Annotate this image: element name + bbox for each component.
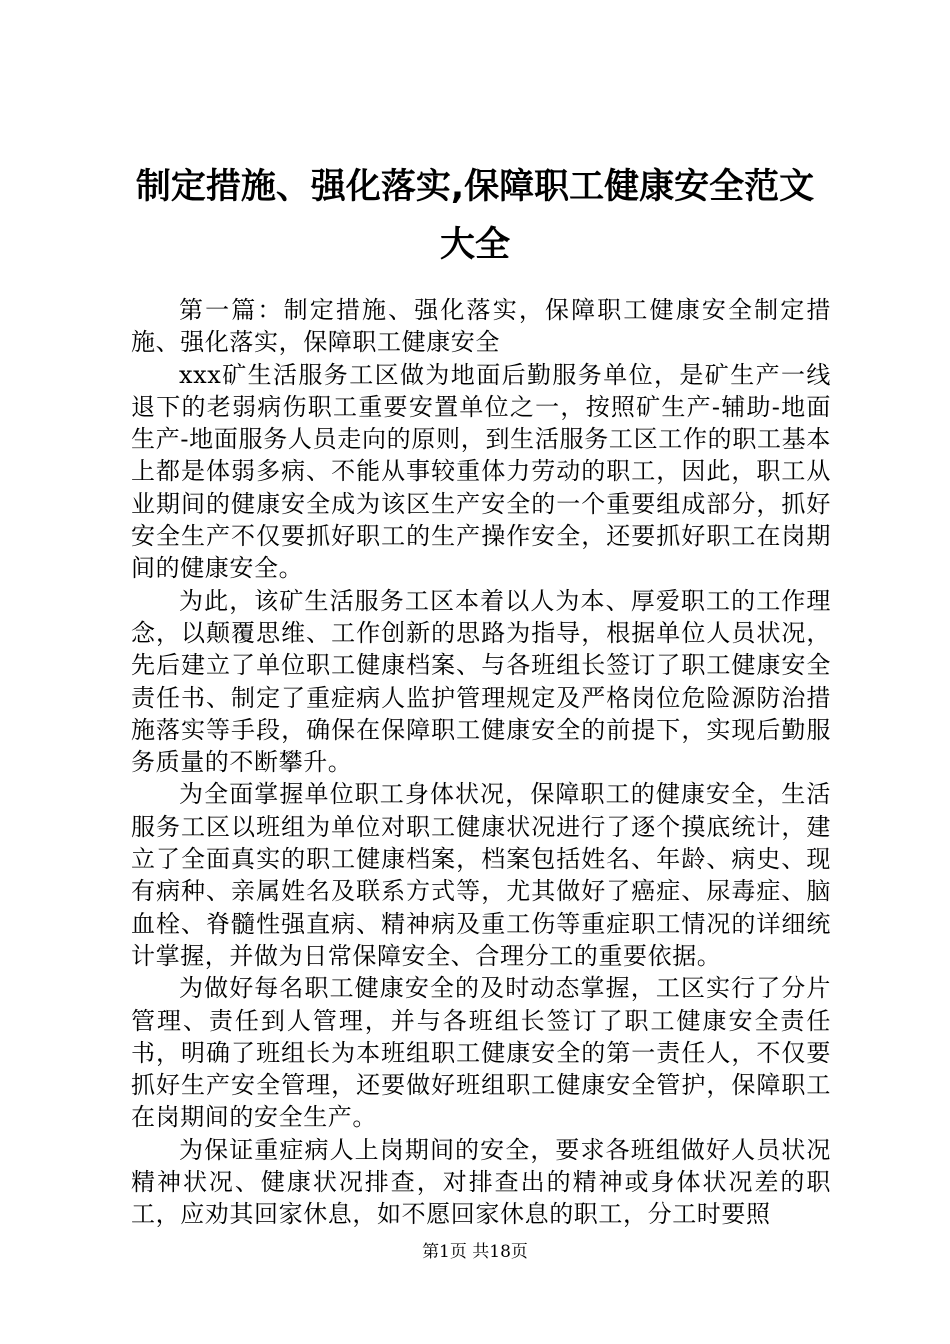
document-title: 制定措施、强化落实,保障职工健康安全范文大全 xyxy=(135,167,815,265)
paragraph-1: 第一篇：制定措施、强化落实，保障职工健康安全制定措施、强化落实，保障职工健康安全 xyxy=(131,296,831,357)
page-number-footer: 第1页 共18页 xyxy=(422,1242,528,1262)
paragraph-3: 为此，该矿生活服务工区本着以人为本、厚爱职工的工作理念，以颠覆思维、工作创新的思路为指导，根据单位人员状况，先后建立了单位职工健康档案、与各班组长签订了职工健康安全责任书、制定了重症病人监护管理规定及严格岗位危险源防治措施落实等手段，确保在保障职工健康安全的前提下，实现后勤服务质量的不断攀升。 xyxy=(131,586,831,777)
paragraph-4: 为全面掌握单位职工身体状况，保障职工的健康安全，生活服务工区以班组为单位对职工健康状况进行了逐个摸底统计，建立了全面真实的职工健康档案，档案包括姓名、年龄、病史、现有病种、亲属姓名及联系方式等，尤其做好了癌症、尿毒症、脑血栓、脊髓性强直病、精神病及重工伤等重症职工情况的详细统计掌握，并做为日常保障安全、合理分工的重要依据。 xyxy=(131,780,831,970)
document-body xyxy=(131,294,831,1231)
paragraph-6: 为保证重症病人上岗期间的安全，要求各班组做好人员状况精神状况、健康状况排查，对排查出的精神或身体状况差的职工，应劝其回家休息，如不愿回家休息的职工，分工时要照 xyxy=(131,1135,831,1229)
paragraph-2: xxx矿生活服务工区做为地面后勤服务单位，是矿生产一线退下的老弱病伤职工重要安置单位之一，按照矿生产-辅助-地面生产-地面服务人员走向的原则，到生活服务工区工作的职工基本上都是体弱多病、不能从事较重体力劳动的职工，因此，职工从业期间的健康安全成为该区生产安全的一个重要组成部分，抓好安全生产不仅要抓好职工的生产操作安全，还要抓好职工在岗期间的健康安全。 xyxy=(131,360,831,583)
paragraph-5: 为做好每名职工健康安全的及时动态掌握，工区实行了分片管理、责任到人管理，并与各班组长签订了职工健康安全责任书，明确了班组长为本班组职工健康安全的第一责任人，不仅要抓好生产安全管理，还要做好班组职工健康安全管护，保障职工在岗期间的安全生产。 xyxy=(131,974,831,1132)
